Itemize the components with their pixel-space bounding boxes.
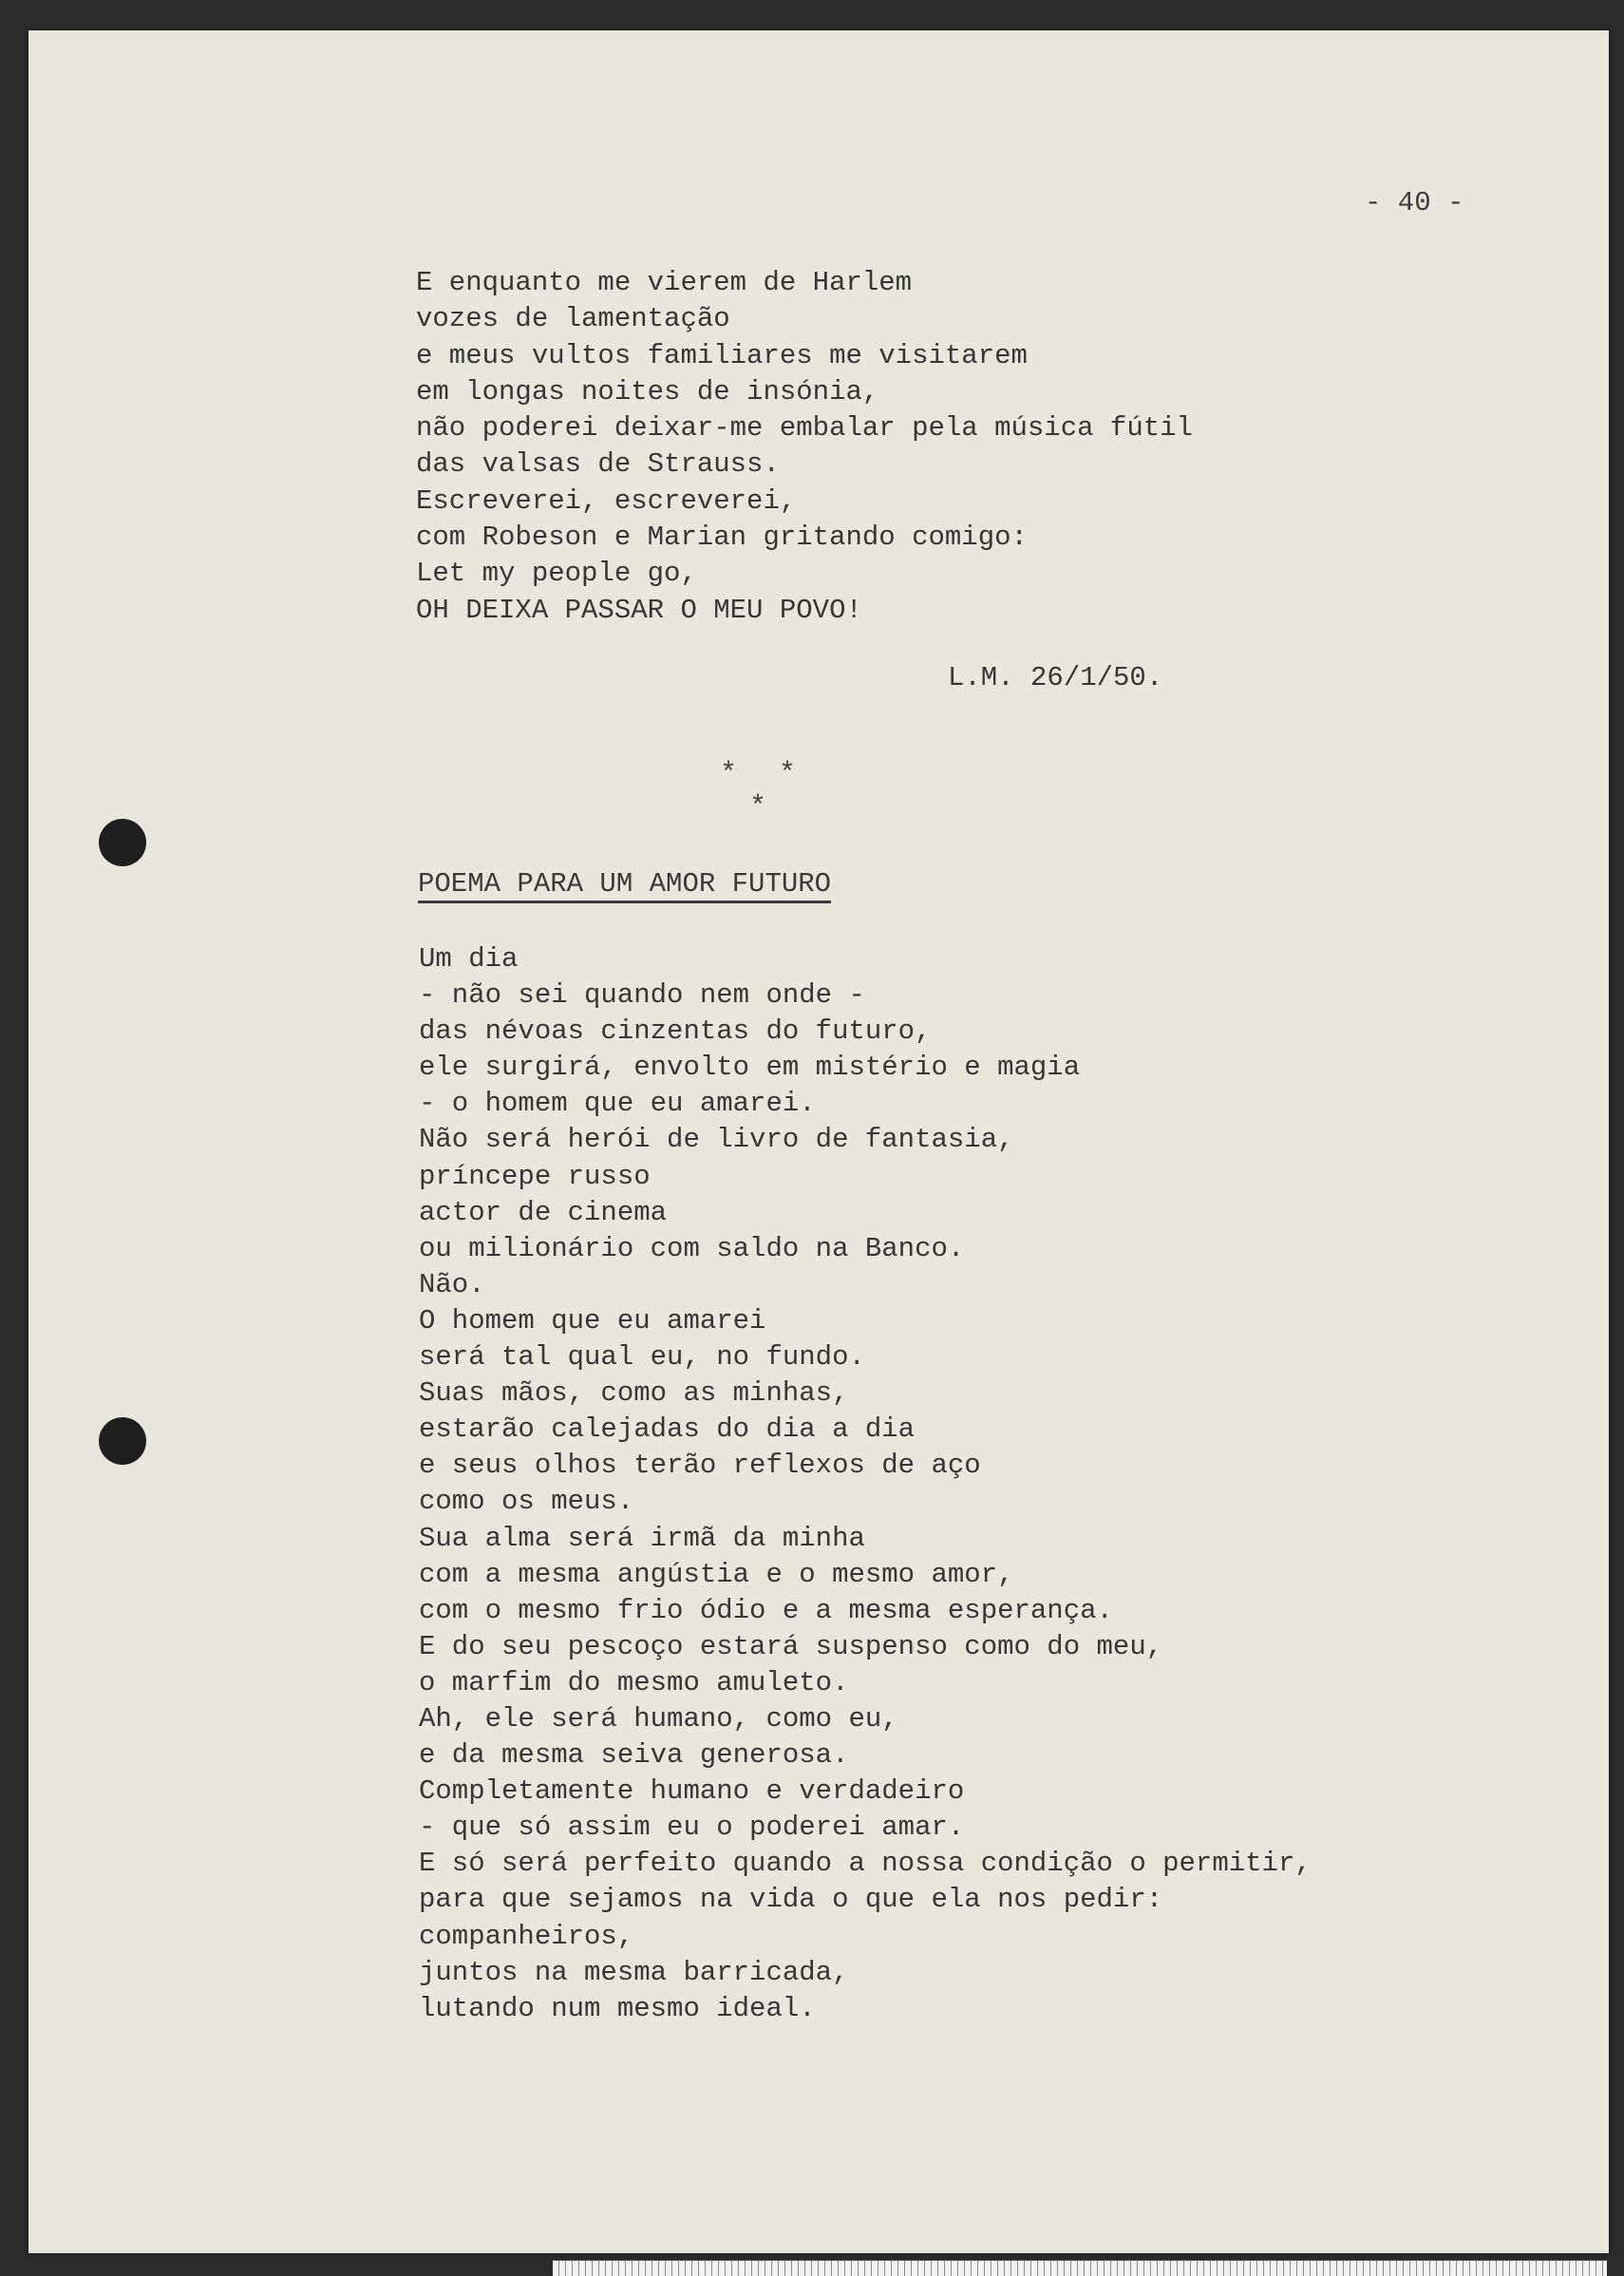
poem-line: Não. xyxy=(419,1268,485,1300)
separator-asterisk: * xyxy=(779,758,797,790)
poem-line: Ah, ele será humano, como eu, xyxy=(419,1702,898,1735)
poem-line: das valsas de Strauss. xyxy=(416,448,780,481)
poem-line: E enquanto me vierem de Harlem xyxy=(416,267,913,298)
poem-line: com o mesmo frio ódio e a mesma esperança. xyxy=(419,1594,1113,1626)
poem-line: E do seu pescoço estará suspenso como do meu, xyxy=(419,1630,1163,1662)
poem-line: não poderei deixar-me embalar pela música fútil xyxy=(416,412,1193,445)
poem-line: como os meus. xyxy=(419,1486,634,1518)
poem-line: vozes de lamentação xyxy=(416,303,730,335)
separator-asterisk: * xyxy=(720,758,738,790)
poem-line: o marfim do mesmo amuleto. xyxy=(419,1666,849,1698)
scan-ruler xyxy=(553,2260,1607,2276)
poem-line: Um dia xyxy=(419,943,519,975)
poem-line: para que sejamos na vida o que ela nos pedir: xyxy=(419,1884,1163,1916)
page-number: - 40 - xyxy=(1365,187,1464,218)
poem-line: Suas mãos, como as minhas, xyxy=(419,1377,849,1410)
binder-hole-top xyxy=(99,819,146,866)
poem-line: com a mesma angústia e o mesmo amor, xyxy=(419,1558,1014,1590)
poem-line: Completamente humano e verdadeiro xyxy=(419,1775,965,1808)
poem-line: das névoas cinzentas do futuro, xyxy=(419,1015,932,1048)
poem-line: estarão calejadas do dia a dia xyxy=(419,1413,916,1446)
poem-line: príncepe russo xyxy=(419,1160,651,1192)
poem-line: juntos na mesma barricada, xyxy=(419,1956,849,1988)
poem-line: Sua alma será irmã da minha xyxy=(419,1522,865,1554)
poem-line: Let my people go, xyxy=(416,558,697,590)
binder-hole-bottom xyxy=(99,1417,146,1465)
poem-body xyxy=(419,941,1312,2027)
poem-line: ele surgirá, envolto em mistério e magia xyxy=(419,1052,1081,1084)
poem-line: ou milionário com saldo na Banco. xyxy=(419,1232,965,1264)
poem-line: e da mesma seiva generosa. xyxy=(419,1739,849,1772)
poem-line: Não será herói de livro de fantasia, xyxy=(419,1124,1014,1156)
poem-line: actor de cinema xyxy=(419,1196,668,1228)
poem-line: companheiros, xyxy=(419,1920,634,1952)
poem-line: OH DEIXA PASSAR O MEU POVO! xyxy=(416,594,862,626)
separator-asterisk: * xyxy=(749,791,767,824)
poem-continuation xyxy=(416,265,1193,629)
poem-line: será tal qual eu, no fundo. xyxy=(419,1341,865,1374)
poem-line: O homem que eu amarei xyxy=(419,1304,766,1337)
poem-line: com Robeson e Marian gritando comigo: xyxy=(416,522,1028,554)
poem-line: e meus vultos familiares me visitarem xyxy=(416,339,1028,371)
poem-line: - o homem que eu amarei. xyxy=(419,1088,816,1120)
poem-line: lutando num mesmo ideal. xyxy=(419,1992,816,2024)
poem-title: POEMA PARA UM AMOR FUTURO xyxy=(418,868,831,903)
poem-line: em longas noites de insónia, xyxy=(416,375,879,408)
signature-date: L.M. 26/1/50. xyxy=(948,662,1163,693)
poem-line: Escreverei, escreverei, xyxy=(416,484,797,517)
poem-line: - não sei quando nem onde - xyxy=(419,979,865,1012)
poem-line: E só será perfeito quando a nossa condição o permitir, xyxy=(419,1848,1312,1880)
poem-line: e seus olhos terão reflexos de aço xyxy=(419,1450,981,1482)
poem-line: - que só assim eu o poderei amar. xyxy=(419,1811,965,1844)
